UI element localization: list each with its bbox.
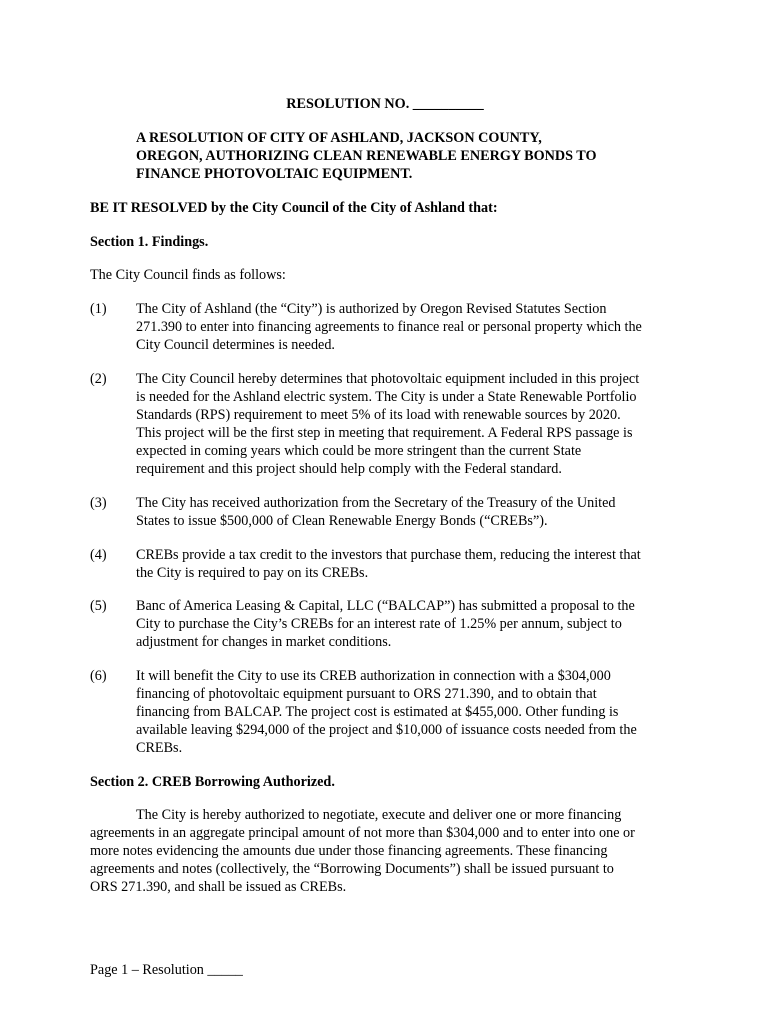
finding-text bbox=[136, 546, 682, 582]
section2-heading: Section 2. CREB Borrowing Authorized. bbox=[90, 774, 335, 790]
finding-number: (2) bbox=[90, 371, 107, 387]
finding-line: City Council determines is needed. bbox=[136, 337, 335, 353]
finding-text bbox=[136, 370, 682, 478]
finding-line: It will benefit the City to use its CREB authorization in connection with a $304,000 bbox=[136, 668, 611, 684]
finding-number: (5) bbox=[90, 598, 107, 614]
section2-line: agreements and notes (collectively, the “Borrowing Documents”) shall be issued pursuant to bbox=[90, 861, 614, 877]
heading-line: OREGON, AUTHORIZING CLEAN RENEWABLE ENERGY BONDS TO bbox=[136, 148, 597, 164]
section1-heading: Section 1. Findings. bbox=[90, 234, 209, 250]
finding-line: adjustment for changes in market conditions. bbox=[136, 634, 392, 650]
finding-line: City to purchase the City’s CREBs for an interest rate of 1.25% per annum, subject to bbox=[136, 616, 622, 632]
finding-line: The City of Ashland (the “City”) is authorized by Oregon Revised Statutes Section bbox=[136, 301, 607, 317]
finding-line: the City is required to pay on its CREBs. bbox=[136, 565, 369, 581]
section2-line: The City is hereby authorized to negotiate, execute and deliver one or more financing bbox=[136, 807, 622, 823]
finding-number: (1) bbox=[90, 301, 107, 317]
finding-line: This project will be the first step in meeting that requirement. A Federal RPS passage is bbox=[136, 425, 633, 441]
finding-number: (4) bbox=[90, 547, 107, 563]
finding-number: (6) bbox=[90, 668, 107, 684]
finding-line: Standards (RPS) requirement to meet 5% of its load with renewable sources by 2020. bbox=[136, 407, 621, 423]
heading-line: A RESOLUTION OF CITY OF ASHLAND, JACKSON COUNTY, bbox=[136, 130, 542, 146]
finding-line: expected in coming years which could be more stringent than the current State bbox=[136, 443, 582, 459]
heading-line: FINANCE PHOTOVOLTAIC EQUIPMENT. bbox=[136, 166, 413, 182]
section1-intro: The City Council finds as follows: bbox=[90, 267, 286, 283]
resolution-heading bbox=[136, 129, 696, 183]
finding-line: Banc of America Leasing & Capital, LLC (“BALCAP”) has submitted a proposal to the bbox=[136, 598, 635, 614]
finding-text bbox=[136, 494, 682, 530]
finding-line: financing from BALCAP. The project cost is estimated at $455,000. Other funding is bbox=[136, 704, 619, 720]
finding-text bbox=[136, 597, 682, 651]
finding-line: requirement and this project should help comply with the Federal standard. bbox=[136, 461, 562, 477]
finding-line: CREBs provide a tax credit to the investors that purchase them, reducing the interest that bbox=[136, 547, 641, 563]
finding-line: available leaving $294,000 of the project and $10,000 of issuance costs needed from the bbox=[136, 722, 637, 738]
page-footer: Page 1 – Resolution _____ bbox=[90, 962, 243, 978]
finding-text bbox=[136, 667, 682, 757]
section2-line: more notes evidencing the amounts due under those financing agreements. These financing bbox=[90, 843, 608, 859]
be-it-resolved: BE IT RESOLVED by the City Council of the City of Ashland that: bbox=[90, 200, 498, 216]
finding-line: The City has received authorization from the Secretary of the Treasury of the United bbox=[136, 495, 616, 511]
finding-line: The City Council hereby determines that photovoltaic equipment included in this project bbox=[136, 371, 640, 387]
finding-line: 271.390 to enter into financing agreements to finance real or personal property which the bbox=[136, 319, 642, 335]
resolution-title: RESOLUTION NO. __________ bbox=[286, 96, 484, 112]
finding-line: financing of photovoltaic equipment pursuant to ORS 271.390, and to obtain that bbox=[136, 686, 597, 702]
finding-line: CREBs. bbox=[136, 740, 183, 756]
section2-body bbox=[90, 806, 682, 896]
finding-line: is needed for the Ashland electric system. The City is under a State Renewable Portfolio bbox=[136, 389, 637, 405]
finding-number: (3) bbox=[90, 495, 107, 511]
section2-line: agreements in an aggregate principal amount of not more than $304,000 and to enter into one or bbox=[90, 825, 635, 841]
finding-text bbox=[136, 300, 682, 354]
finding-line: States to issue $500,000 of Clean Renewable Energy Bonds (“CREBs”). bbox=[136, 513, 548, 529]
section2-line: ORS 271.390, and shall be issued as CREBs. bbox=[90, 879, 347, 895]
